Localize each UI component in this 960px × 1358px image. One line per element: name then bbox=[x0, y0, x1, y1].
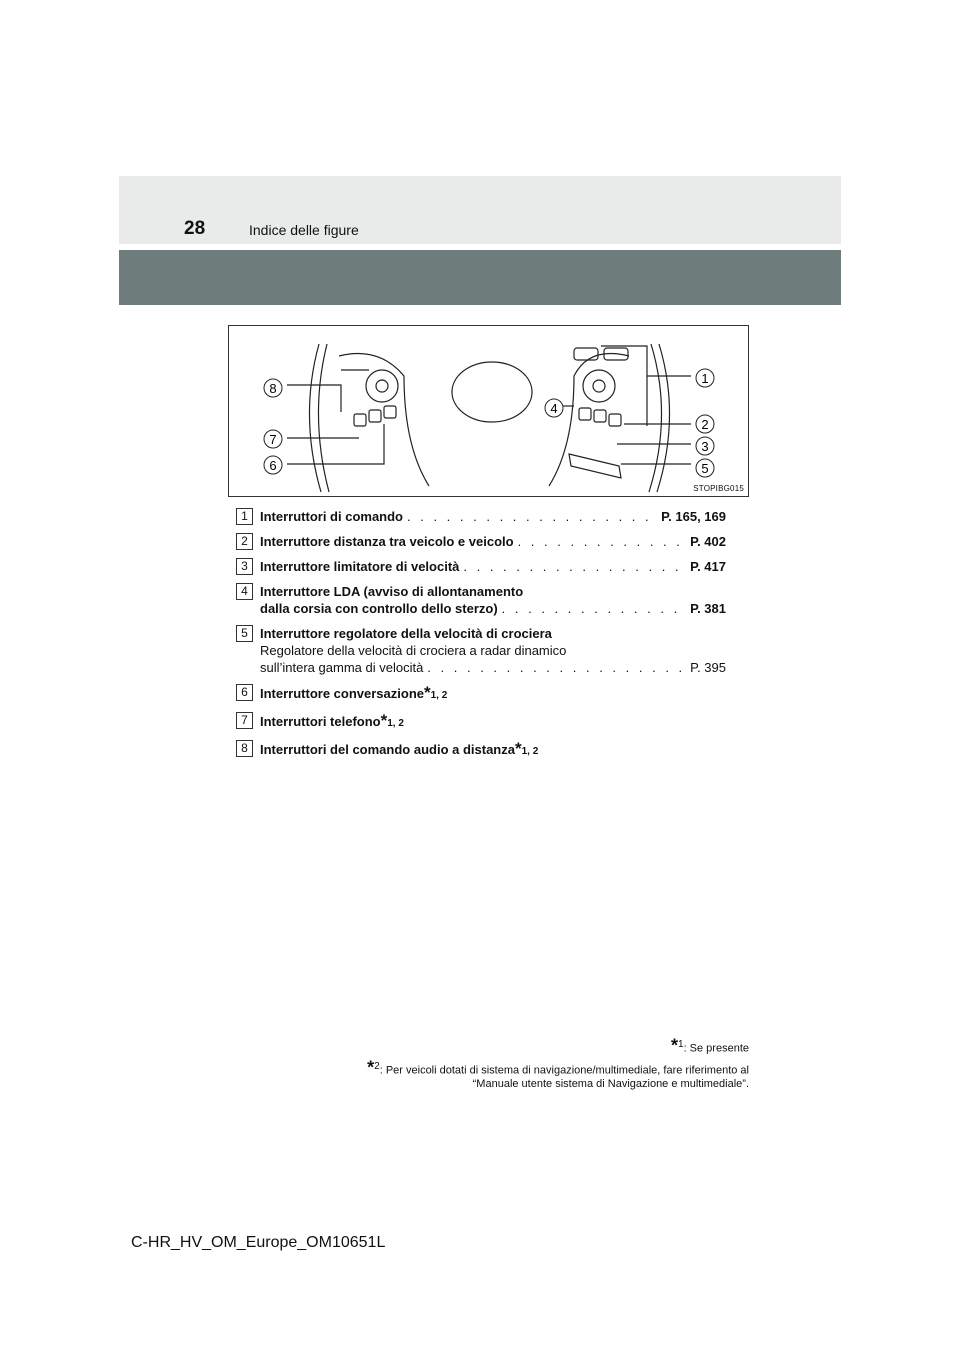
footnote bbox=[149, 1057, 749, 1092]
footnote-text: : Se presente bbox=[683, 1042, 749, 1055]
asterisk-icon: * bbox=[380, 711, 388, 730]
footnote-mark: 1 bbox=[678, 1039, 684, 1050]
item-label: Interruttori del comando audio a distanza bbox=[260, 742, 515, 757]
item-label: Interruttori telefono bbox=[260, 714, 381, 729]
item-number: 8 bbox=[236, 740, 253, 757]
steering-wheel-figure bbox=[228, 325, 749, 497]
title-band bbox=[119, 250, 841, 305]
page-number: 28 bbox=[184, 218, 206, 239]
footnote-mark: 2 bbox=[374, 1060, 380, 1072]
item-number: 2 bbox=[236, 533, 253, 550]
item-number: 6 bbox=[236, 684, 253, 701]
figure-callout: 1 bbox=[701, 371, 709, 386]
figure-callout: 2 bbox=[701, 417, 709, 432]
page-reference[interactable]: P. 395 bbox=[690, 660, 726, 675]
page-reference[interactable]: P. 402 bbox=[690, 534, 726, 549]
item-number: 5 bbox=[236, 625, 253, 642]
item-label: Interruttore limitatore di velocità bbox=[260, 559, 460, 574]
list-item bbox=[236, 712, 726, 732]
footnote-text: : Per veicoli dotati di sistema di navigazione/multimediale, fare riferimento al bbox=[379, 1064, 749, 1077]
item-label: Regolatore della velocità di crociera a radar dinamico bbox=[260, 643, 567, 658]
footnote-ref: 1, 2 bbox=[387, 718, 404, 729]
figure-callout: 4 bbox=[550, 401, 558, 416]
item-label: Interruttore regolatore della velocità di crociera bbox=[260, 626, 552, 641]
item-label: Interruttore conversazione bbox=[260, 686, 424, 701]
list-item bbox=[236, 740, 726, 760]
footnote-text-cont: “Manuale utente sistema di Navigazione e multimediale”. bbox=[472, 1078, 749, 1091]
figure-callout: 6 bbox=[269, 458, 277, 473]
figure-callout: 7 bbox=[269, 432, 277, 447]
page-reference[interactable]: P. 417 bbox=[690, 559, 726, 574]
figure-callout: 5 bbox=[701, 461, 709, 476]
asterisk-icon: * bbox=[424, 683, 431, 702]
page-reference[interactable]: P. 165, 169 bbox=[661, 509, 726, 524]
item-label: sull’intera gamma di velocità bbox=[260, 660, 424, 675]
footnote-ref: 1, 2 bbox=[430, 690, 448, 701]
footnote bbox=[149, 1035, 749, 1056]
document-code: C-HR_HV_OM_Europe_OM10651L bbox=[131, 1234, 386, 1251]
asterisk-icon: * bbox=[670, 1035, 678, 1056]
list-item bbox=[236, 533, 726, 550]
asterisk-icon: * bbox=[367, 1057, 375, 1078]
list-item bbox=[236, 684, 726, 704]
footnotes bbox=[149, 1035, 749, 1095]
item-label: Interruttori di comando bbox=[260, 509, 403, 524]
list-item bbox=[236, 508, 726, 525]
steering-wheel-illustration bbox=[229, 326, 750, 498]
item-number: 3 bbox=[236, 558, 253, 575]
item-label: dalla corsia con controllo dello sterzo) bbox=[260, 601, 498, 616]
asterisk-icon: * bbox=[514, 739, 522, 758]
item-number: 1 bbox=[236, 508, 253, 525]
figure-callout: 3 bbox=[701, 439, 709, 454]
item-list bbox=[236, 508, 726, 768]
page-reference[interactable]: P. 381 bbox=[690, 601, 726, 616]
figure-callout: 8 bbox=[269, 381, 277, 396]
list-item bbox=[236, 583, 726, 617]
header-band bbox=[119, 176, 841, 244]
list-item bbox=[236, 558, 726, 575]
item-number: 4 bbox=[236, 583, 253, 600]
footnote-ref: 1, 2 bbox=[521, 746, 539, 757]
figure-id: STOPIBG015 bbox=[693, 484, 744, 493]
item-number: 7 bbox=[236, 712, 253, 729]
list-item bbox=[236, 625, 726, 676]
item-label: Interruttore distanza tra veicolo e veicolo bbox=[260, 534, 514, 549]
item-label: Interruttore LDA (avviso di allontanamento bbox=[260, 584, 524, 599]
section-title: Indice delle figure bbox=[249, 222, 359, 238]
